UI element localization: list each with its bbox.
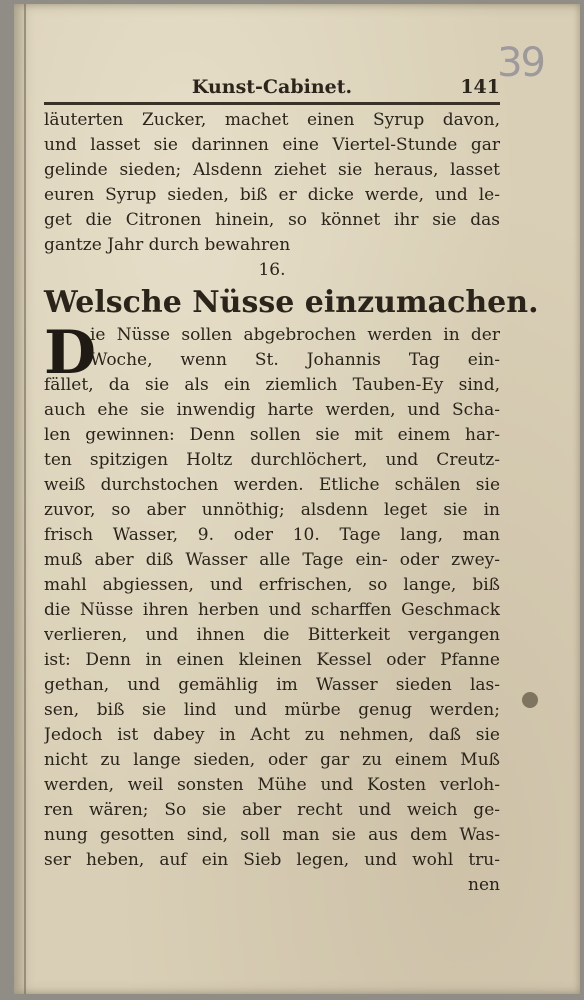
drop-cap-initial: D <box>44 318 97 388</box>
pencil-folio-annotation: 39 <box>497 40 544 86</box>
text-line: zuvor, so aber unnöthig; alsdenn leget sie in <box>44 500 500 520</box>
text-line: fället, da sie als ein ziemlich Tauben-Ey sind, <box>44 375 500 395</box>
text-line: weiß durchstochen werden. Etliche schälen sie <box>44 475 500 495</box>
text-line: ten spitzigen Holtz durchlöchert, und Creutz- <box>44 450 500 470</box>
text-line: mahl abgiessen, und erfrischen, so lange, biß <box>44 575 500 595</box>
ink-stain <box>522 692 538 708</box>
text-line: läuterten Zucker, machet einen Syrup davon, <box>44 110 500 130</box>
text-line: gelinde sieden; Alsdenn ziehet sie heraus, lasset <box>44 160 500 180</box>
text-line: Woche, wenn St. Johannis Tag ein- <box>90 350 500 370</box>
running-title: Kunst-Cabinet. <box>191 76 353 98</box>
binding-gutter <box>24 4 26 994</box>
text-line: euren Syrup sieden, biß er dicke werde, und le- <box>44 185 500 205</box>
text-line: len gewinnen: Denn sollen sie mit einem har- <box>44 425 500 445</box>
text-line: ist: Denn in einen kleinen Kessel oder Pfanne <box>44 650 500 670</box>
text-line: sen, biß sie lind und mürbe genug werden; <box>44 700 500 720</box>
text-line: nung gesotten sind, soll man sie aus dem Was- <box>44 825 500 845</box>
header-rule <box>44 102 500 105</box>
text-line: ie Nüsse sollen abgebrochen werden in der <box>90 325 500 345</box>
text-line: gantze Jahr durch bewahren <box>44 235 291 255</box>
text-line: frisch Wasser, 9. oder 10. Tage lang, man <box>44 525 500 545</box>
text-line: auch ehe sie inwendig harte werden, und Scha- <box>44 400 500 420</box>
page-number: 141 <box>460 76 500 98</box>
main-text <box>44 108 539 898</box>
text-line: werden, weil sonsten Mühe und Kosten verloh- <box>44 775 500 795</box>
section-title: Welsche Nüsse einzumachen. <box>44 285 539 320</box>
text-line: get die Citronen hinein, so könnet ihr sie das <box>44 210 500 230</box>
catchword: nen <box>468 875 500 895</box>
text-line: ren wären; So sie aber recht und weich ge- <box>44 800 500 820</box>
text-line: Jedoch ist dabey in Acht zu nehmen, daß sie <box>44 725 500 745</box>
text-line: nicht zu lange sieden, oder gar zu einem Muß <box>44 750 500 770</box>
paper-page <box>14 4 580 994</box>
text-line: gethan, und gemählig im Wasser sieden las- <box>44 675 500 695</box>
text-line: ser heben, auf ein Sieb legen, und wohl tru- <box>44 850 500 870</box>
text-line: und lasset sie darinnen eine Viertel-Stunde gar <box>44 135 500 155</box>
section-number: 16. <box>258 260 286 280</box>
text-line: die Nüsse ihren herben und scharffen Geschmack <box>44 600 500 620</box>
text-line: muß aber diß Wasser alle Tage ein- oder zwey- <box>44 550 500 570</box>
recipe-paragraph <box>44 318 500 873</box>
text-line: verlieren, und ihnen die Bitterkeit vergangen <box>44 625 500 645</box>
page-header <box>44 76 500 102</box>
